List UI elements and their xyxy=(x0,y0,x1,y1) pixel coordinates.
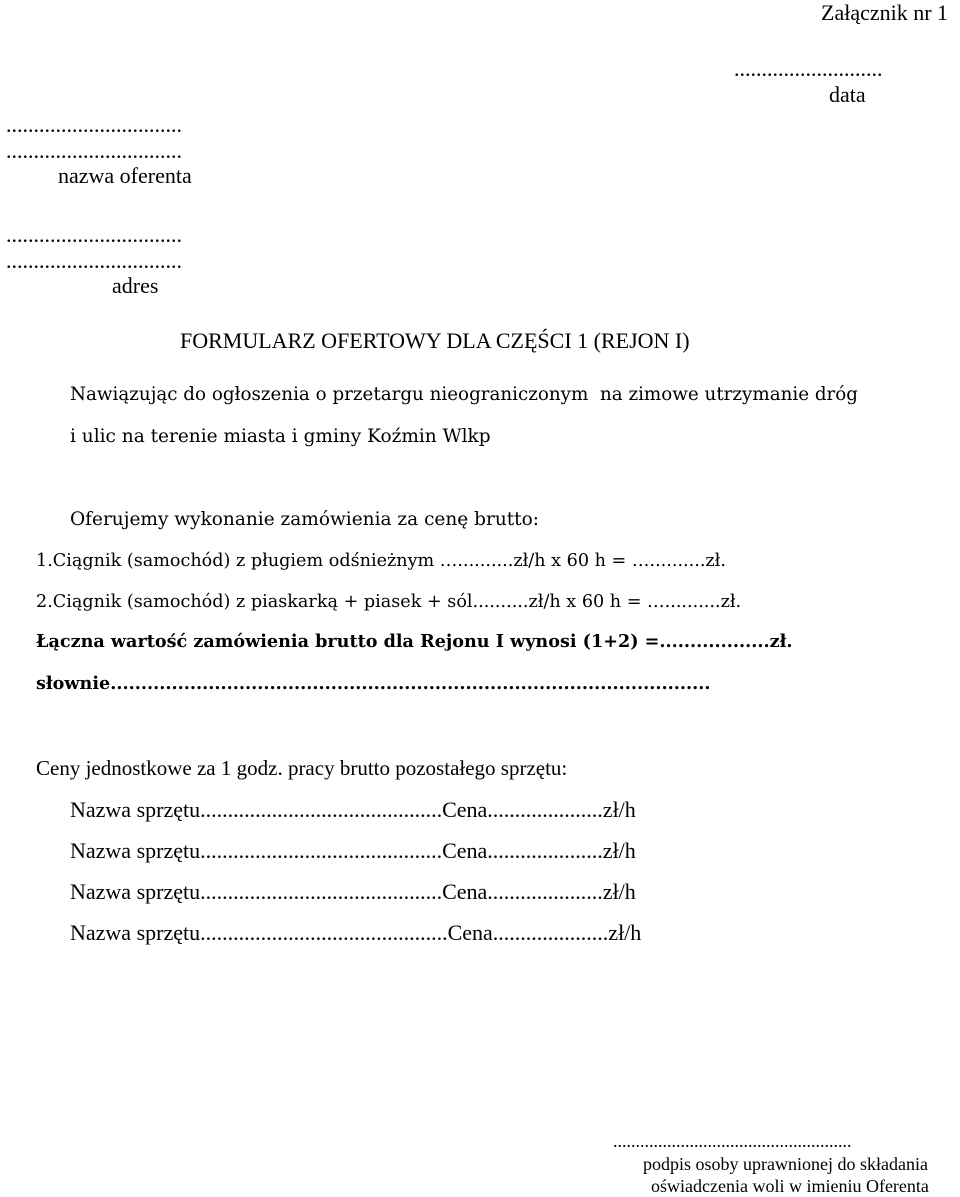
equipment-row: Nazwa sprzętu.............................................Cena.....................zł/h xyxy=(70,920,642,945)
offer-heading: Oferujemy wykonanie zamówienia za cenę brutto: xyxy=(70,509,539,530)
unit-prices-heading: Ceny jednostkowe za 1 godz. pracy brutto pozostałego sprzętu: xyxy=(36,756,568,780)
offeror-address-dots-1: ................................ xyxy=(6,222,182,247)
equipment-row: Nazwa sprzętu............................................Cena.....................zł/h xyxy=(70,838,636,863)
offeror-address-label: adres xyxy=(112,273,159,298)
attachment-label: Załącznik nr 1 xyxy=(821,0,949,25)
offeror-address-dots-2: ................................ xyxy=(6,248,182,273)
offer-total: Łączna wartość zamówienia brutto dla Rejonu I wynosi (1+2) =..................zł. xyxy=(36,631,793,652)
intro-line-2: i ulic na terenie miasta i gminy Koźmin Wlkp xyxy=(70,426,491,447)
offer-item-1: 1.Ciągnik (samochód) z pługiem odśnieżnym …..........zł/h x 60 h = …..........zł. xyxy=(36,551,726,571)
offeror-name-dots-2: ................................ xyxy=(6,138,182,163)
offer-item-2: 2.Ciągnik (samochód) z piaskarką + piasek + sól..........zł/h x 60 h = …..........zł. xyxy=(36,592,742,612)
offeror-name-dots-1: ................................ xyxy=(6,112,182,137)
signature-dots: ..................................................... xyxy=(613,1131,852,1151)
form-title: FORMULARZ OFERTOWY DLA CZĘŚCI 1 (REJON I) xyxy=(180,328,690,353)
date-dots: ........................... xyxy=(734,56,883,81)
equipment-row: Nazwa sprzętu............................................Cena.....................zł/h xyxy=(70,879,636,904)
signature-caption-line-2: oświadczenia woli w imieniu Oferenta xyxy=(651,1176,929,1196)
offeror-name-label: nazwa oferenta xyxy=(58,163,192,188)
signature-caption-line-1: podpis osoby uprawnionej do składania xyxy=(643,1154,928,1174)
intro-line-1: Nawiązując do ogłoszenia o przetargu nieograniczonym na zimowe utrzymanie dróg xyxy=(70,384,858,405)
equipment-row: Nazwa sprzętu............................................Cena.....................zł/h xyxy=(70,797,636,822)
offer-in-words: słownie.................................................................................................. xyxy=(36,673,711,694)
date-label: data xyxy=(829,82,866,107)
